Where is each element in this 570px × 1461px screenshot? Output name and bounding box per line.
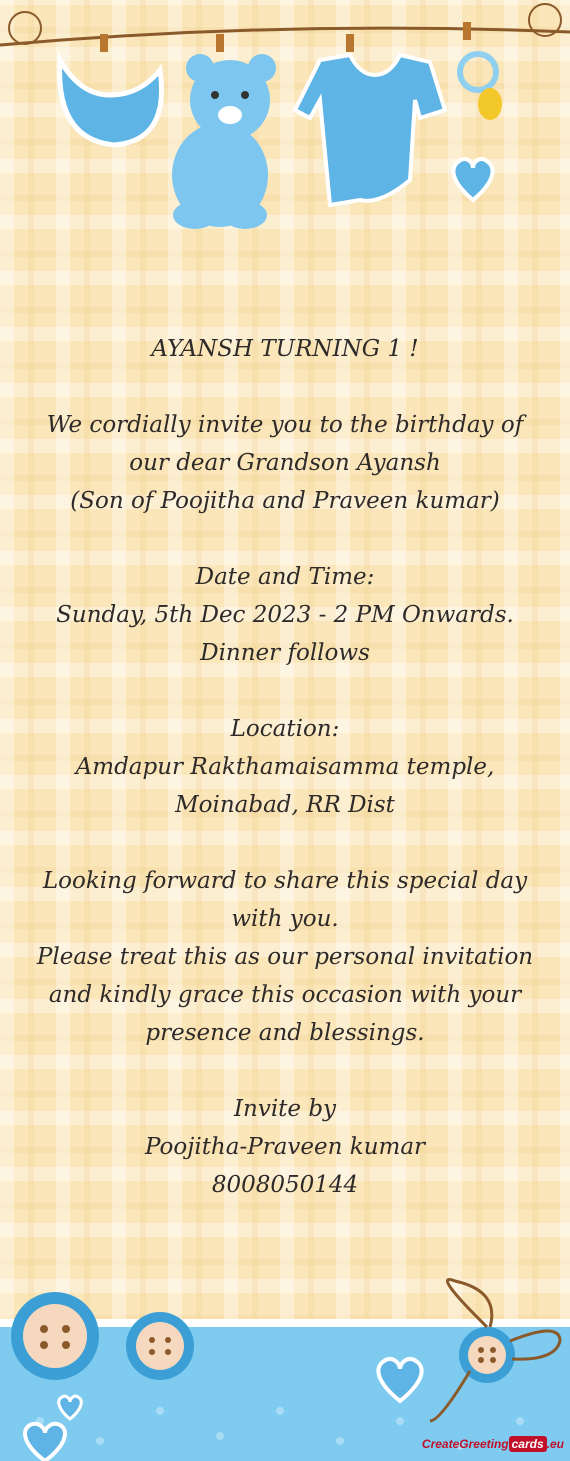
createGreetingcards-watermark <box>422 1437 564 1451</box>
request-line-1: Please treat this as our personal invitation <box>36 944 534 970</box>
watermark-text: CreateGreeting <box>421 1437 509 1451</box>
location-heading: Location: <box>230 716 340 742</box>
invitation-text <box>20 330 550 1204</box>
intro-line-1: We cordially invite you to the birthday of <box>46 412 524 438</box>
pacifier-icon <box>460 22 502 120</box>
hanging-baby-clothes-illustration <box>0 0 570 250</box>
date-value: Sunday, 5th Dec 2023 - 2 PM Onwards. <box>56 602 514 628</box>
date-heading: Date and Time: <box>195 564 375 590</box>
invite-by-heading: Invite by <box>233 1096 337 1122</box>
teddy-bear-icon <box>172 34 276 229</box>
hosts-name: Poojitha-Praveen kumar <box>144 1134 426 1160</box>
request-line-2: and kindly grace this occasion with your <box>48 982 522 1008</box>
location-line-1: Amdapur Rakthamaisamma temple, <box>75 754 495 780</box>
bottom-buttons-decoration <box>0 1271 570 1461</box>
closing-line-2: with you. <box>231 906 339 932</box>
intro-line-2: our dear Grandson Ayansh <box>129 450 441 476</box>
intro-line-3: (Son of Poojitha and Praveen kumar) <box>70 488 500 514</box>
location-line-2: Moinabad, RR Dist <box>175 792 395 818</box>
closing-line-1: Looking forward to share this special day <box>42 868 528 894</box>
phone-number: 8008050144 <box>211 1172 359 1198</box>
bib-icon <box>60 34 162 145</box>
dinner-note: Dinner follows <box>200 640 370 666</box>
watermark-cards: cards <box>509 1436 547 1452</box>
button-icon <box>11 1292 99 1380</box>
invitation-title: AYANSH TURNING 1 ! <box>151 336 419 362</box>
button-icon <box>126 1312 194 1380</box>
onesie-icon <box>295 34 445 205</box>
heart-icon <box>453 159 492 200</box>
watermark-suffix: .eu <box>546 1437 564 1451</box>
request-line-3: presence and blessings. <box>145 1020 425 1046</box>
